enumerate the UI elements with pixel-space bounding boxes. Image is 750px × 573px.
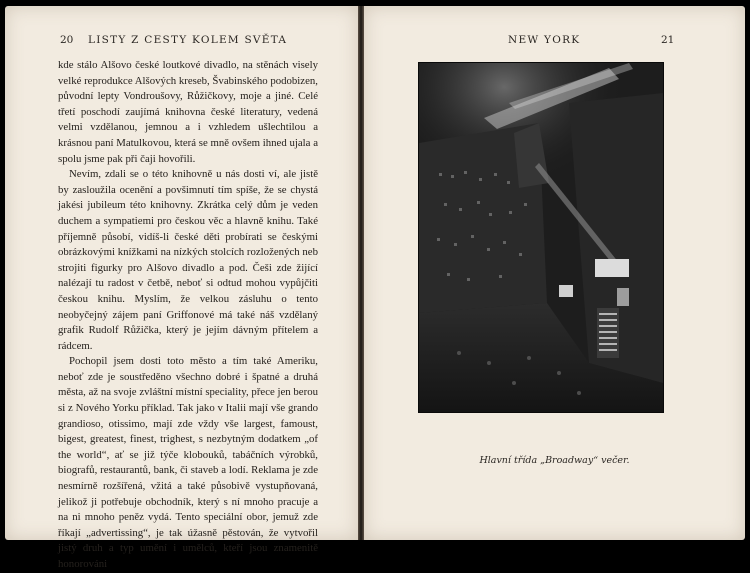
- left-page-text: [58, 58, 318, 573]
- right-page-number: 21: [661, 34, 675, 46]
- right-running-head: NEW YORK: [508, 34, 581, 46]
- left-page-number: 20: [60, 34, 74, 46]
- plate-caption: Hlavní třída „Broadway“ večer.: [479, 455, 630, 466]
- broadway-night-illustration: [418, 62, 664, 413]
- left-running-head: LISTY Z CESTY KOLEM SVĚTA: [88, 34, 288, 46]
- paragraph: Nevím, zdali se o této knihovně u nás dosti ví, ale jistě by zasloužila ocenění a povšimnutí tím spíše, že se chystá jakési jubileum této knihovny. Zkrátka celý dům je veden duchem a sympatiemi pro českou věc a hlavně knihu. Také příjemně působí, vidíš-li české děti probírati se českými obrázkovými knížkami na nízkých stolcích rozložených neb strojiti figurky pro Alšovo divadlo a pod. Češi zde žijící nalézají tu radost v četbě, neboť si odtud mohou vypůjčiti českou knihu. Myslím, že velkou zásluhu o tento neobyčejný zájem paní Griffonové má také náš vzdělaný grafik Rudolf Růžička, který je jejím dávným přítelem a rádcem.: [58, 168, 318, 352]
- paragraph: kde stálo Alšovo české loutkové divadlo, na stěnách visely velké reprodukce Alšových kreseb, Švabinského podobizen, původní lepty Vondroušovy, Růžičkovy, moje a jiné. Celé třetí poschodí zaujímá knihovna české literatury, vedená velmi vzdělanou, jemnou a i vzhledem ušlechtilou a krásnou paní Matulkovou, která se mně ovšem ihned ujala a spolu jsme pak při čaji hovořili.: [58, 59, 318, 165]
- paragraph: Pochopil jsem dosti toto město a tím také Ameriku, neboť zde je soustředěno všechno dobré i špatné a druhá města, až na svoje zvláštní místní speciality, přece jen berou si z Nového Yorku příklad. Tak jako v Italii mají vše grando grandioso, otissimo, mají zde vždy vše largest, famoust, bigest, greatest, finest, trighest, s nezbytným dodatkem „of the world“, ať se již týče klobouků, tabáčních výrobků, biografů, restaurantů, bank, či staveb a lodí. Reklama je zde nesmírně rozšířená, vžitá a také působivě vystupňovaná, jelikož ji potřebuje obchodník, který s ní mnoho pracuje a na ni mnoho peněz vydá. Tento speciální obor, jemuž zde říkají „advertissing“, je tak úžasně pěstován, že vytvořil jistý druh a typ umění i umělců, kteří jsou znamenitě honorováni: [58, 355, 318, 570]
